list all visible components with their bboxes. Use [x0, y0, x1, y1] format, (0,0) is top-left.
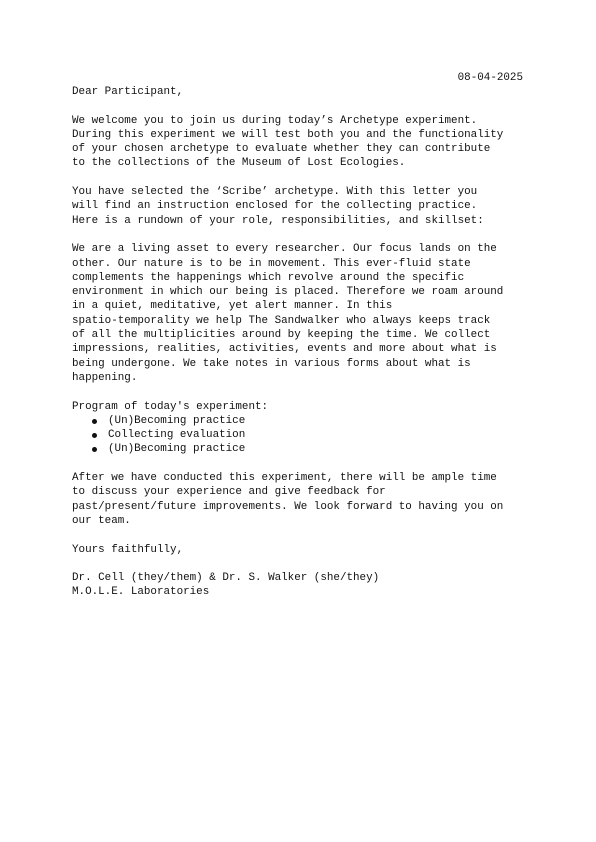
- letter-body: [72, 85, 532, 600]
- paragraph-line: of your chosen archetype to evaluate whether they can contribute: [72, 143, 491, 156]
- feedback-paragraph: [72, 471, 532, 528]
- paragraph-line: Here is a rundown of your role, responsibilities, and skillset:: [72, 214, 484, 227]
- paragraph-line: We are a living asset to every researcher. Our focus lands on the: [72, 243, 497, 256]
- paragraph-line: We welcome you to join us during today’s Archetype experiment.: [72, 114, 478, 127]
- welcome-paragraph: [72, 114, 532, 171]
- paragraph-line: in a quiet, meditative, yet alert manner. In this: [72, 300, 393, 313]
- program-item-label: (Un)Becoming practice: [108, 414, 246, 427]
- paragraph-line: complements the happenings which revolve around the specific: [72, 271, 465, 284]
- paragraph-line: to the collections of the Museum of Lost Ecologies.: [72, 157, 406, 170]
- paragraph-line: other. Our nature is to be in movement. This ever-fluid state: [72, 257, 471, 270]
- paragraph-line: During this experiment we will test both you and the functionality: [72, 128, 504, 141]
- signature-names: Dr. Cell (they/them) & Dr. S. Walker (she/they): [72, 572, 380, 585]
- paragraph-line: After we have conducted this experiment, there will be ample time: [72, 472, 497, 485]
- paragraph-line: impressions, realities, activities, events and more about what is: [72, 343, 497, 356]
- paragraph-line: to discuss your experience and give feedback for: [72, 486, 386, 499]
- list-item: [72, 414, 532, 428]
- paragraph-line: being undergone. We take notes in various forms about what is: [72, 357, 471, 370]
- list-item: [72, 428, 532, 442]
- paragraph-line: past/present/future improvements. We look forward to having you on: [72, 500, 504, 513]
- paragraph-line: You have selected the ‘Scribe’ archetype. With this letter you: [72, 186, 478, 199]
- role-paragraph: [72, 242, 532, 385]
- letter-date: 08-04-2025: [457, 72, 523, 84]
- program-list: [72, 414, 532, 457]
- paragraph-line: environment in which our being is placed. Therefore we roam around: [72, 286, 504, 299]
- paragraph-line: of all the multiplicities around by keeping the time. We collect: [72, 329, 491, 342]
- bullet-icon: [92, 433, 97, 438]
- paragraph-line: happening.: [72, 371, 138, 384]
- bullet-icon: [92, 447, 97, 452]
- salutation: Dear Participant,: [72, 86, 184, 98]
- list-item: [72, 442, 532, 456]
- paragraph-line: our team.: [72, 514, 131, 527]
- program-item-label: Collecting evaluation: [108, 429, 246, 442]
- paragraph-line: will find an instruction enclosed for the collecting practice.: [72, 200, 478, 213]
- program-heading: Program of today's experiment:: [72, 400, 269, 413]
- signature-organization: M.O.L.E. Laboratories: [72, 586, 210, 599]
- signature-block: [72, 571, 532, 600]
- paragraph-line: spatio-temporality we help The Sandwalker who always keeps track: [72, 314, 491, 327]
- program-item-label: (Un)Becoming practice: [108, 443, 246, 456]
- archetype-paragraph: [72, 185, 532, 228]
- bullet-icon: [92, 419, 97, 424]
- closing: Yours faithfully,: [72, 543, 184, 556]
